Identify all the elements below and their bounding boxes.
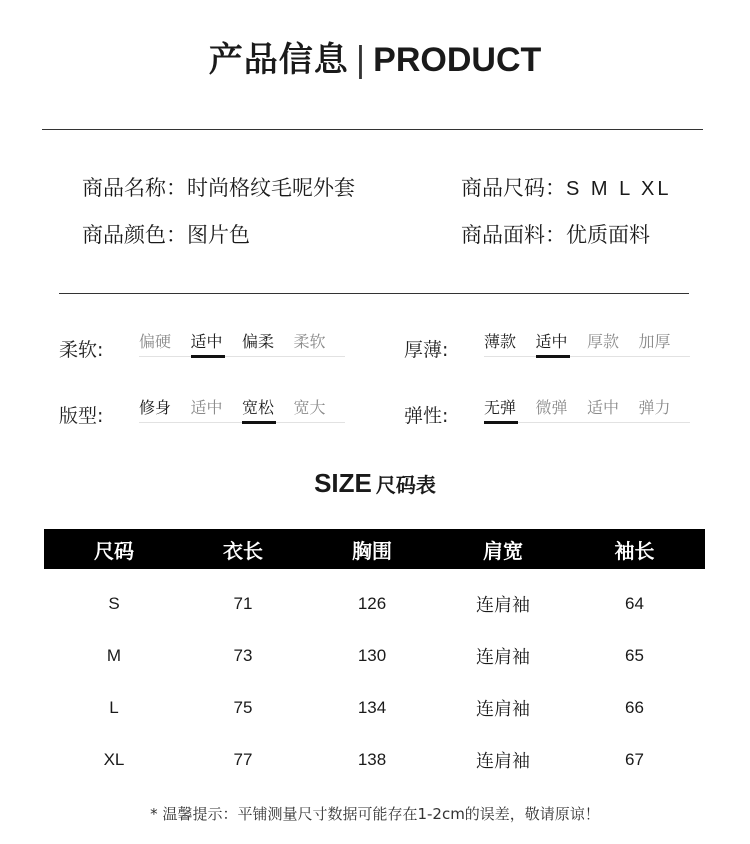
cell-shoulder: 连肩袖 — [476, 699, 530, 720]
attr-option: 适中 — [587, 398, 620, 417]
title-separator: | — [354, 40, 368, 80]
size-table-title — [0, 468, 750, 499]
attr-option-selected: 适中 — [536, 332, 588, 356]
page-title — [0, 32, 750, 81]
cell-length: 75 — [233, 698, 253, 717]
attr-fit-options — [139, 398, 345, 423]
info-fabric — [461, 219, 650, 249]
table-row — [44, 589, 705, 619]
attr-thickness-options — [484, 332, 690, 357]
cell-size: S — [108, 594, 120, 613]
attr-option: 厚款 — [587, 332, 620, 351]
header-size: 尺码 — [94, 538, 134, 563]
cell-size: M — [106, 646, 122, 665]
cell-sleeve: 66 — [625, 698, 644, 717]
cell-size: L — [109, 698, 119, 717]
cell-length: 73 — [233, 646, 253, 665]
header-length: 衣长 — [223, 538, 263, 563]
table-row — [44, 693, 705, 723]
cell-shoulder: 连肩袖 — [476, 647, 530, 668]
info-color — [82, 219, 250, 249]
cell-length: 71 — [233, 594, 253, 613]
attr-option-selected: 宽松 — [242, 398, 294, 422]
info-name-value: 时尚格纹毛呢外套 — [187, 176, 355, 200]
cell-chest: 126 — [357, 594, 387, 613]
cell-length: 77 — [233, 750, 253, 769]
cell-sleeve: 67 — [625, 750, 644, 769]
cell-sleeve: 65 — [625, 646, 644, 665]
attr-option: 薄款 — [484, 332, 517, 351]
divider-middle — [59, 293, 689, 294]
divider-top — [42, 129, 703, 130]
header-chest: 胸围 — [352, 538, 392, 563]
attr-option-selected: 无弹 — [484, 398, 536, 422]
info-fabric-value: 优质面料 — [566, 223, 650, 247]
info-name-label: 商品名称： — [82, 176, 187, 200]
info-color-value: 图片色 — [187, 223, 250, 247]
attr-option: 微弹 — [535, 398, 568, 417]
cell-size: XL — [103, 750, 125, 769]
info-fabric-label: 商品面料： — [461, 223, 566, 247]
attr-option: 偏柔 — [242, 332, 275, 351]
info-color-label: 商品颜色： — [82, 223, 187, 247]
attr-option: 柔软 — [293, 332, 326, 351]
attr-option: 适中 — [190, 398, 223, 417]
size-table-header — [44, 529, 705, 569]
attr-option: 宽大 — [293, 398, 326, 417]
measurement-note: * 温馨提示：平铺测量尺寸数据可能存在1-2cm的误差，敬请原谅！ — [150, 805, 600, 823]
cell-shoulder: 连肩袖 — [476, 751, 530, 772]
cell-chest: 130 — [357, 646, 387, 665]
cell-sleeve: 64 — [625, 594, 644, 613]
table-row — [44, 745, 705, 775]
attr-thickness-label: 厚薄: — [404, 339, 449, 361]
size-title-cn: 尺码表 — [375, 473, 436, 497]
info-size-label: 商品尺码： — [461, 176, 566, 200]
attr-option: 修身 — [139, 398, 172, 417]
attr-option: 加厚 — [638, 332, 671, 351]
attr-softness-label: 柔软: — [59, 339, 104, 361]
attr-option: 弹力 — [638, 398, 671, 417]
cell-chest: 138 — [357, 750, 387, 769]
attr-fit-label: 版型: — [59, 405, 104, 427]
info-size — [461, 172, 672, 202]
attr-softness-options — [139, 332, 345, 357]
attr-option: 偏硬 — [139, 332, 172, 351]
attr-option-selected: 适中 — [191, 332, 243, 356]
size-title-en: SIZE — [314, 468, 372, 498]
info-size-value: S M L XL — [566, 178, 672, 200]
attr-elasticity-label: 弹性: — [404, 405, 449, 427]
table-row — [44, 641, 705, 671]
title-cn: 产品信息 — [208, 40, 349, 80]
cell-shoulder: 连肩袖 — [476, 595, 530, 616]
cell-chest: 134 — [357, 698, 387, 717]
attr-elasticity-options — [484, 398, 690, 423]
header-sleeve: 袖长 — [614, 538, 655, 563]
title-en: PRODUCT — [373, 41, 542, 79]
info-name — [82, 172, 355, 202]
header-shoulder: 肩宽 — [483, 538, 523, 563]
